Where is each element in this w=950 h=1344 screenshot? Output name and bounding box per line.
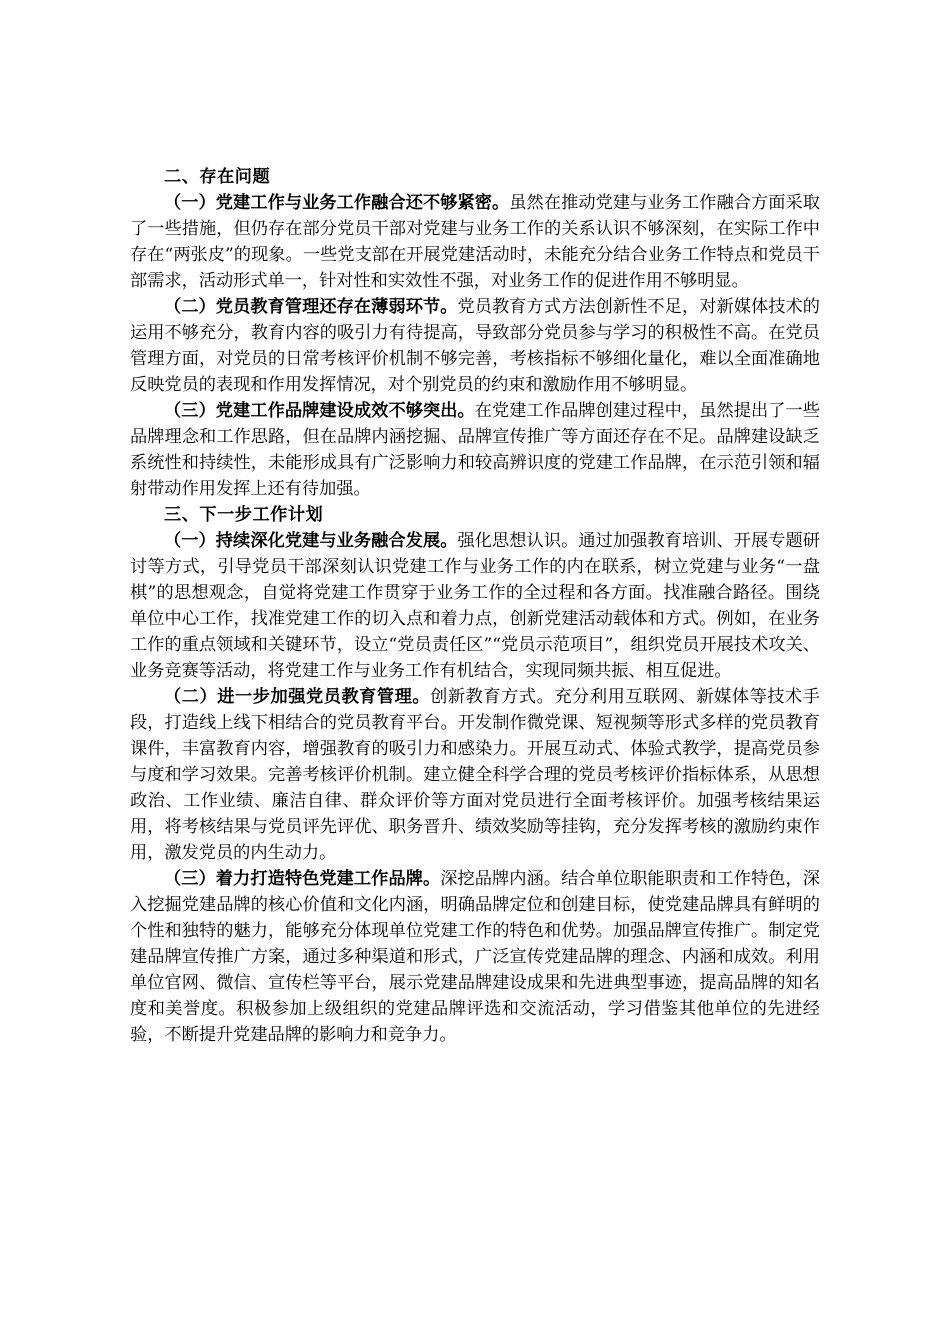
paragraph-body: 创新教育方式。充分利用互联网、新媒体等技术手段，打造线上线下相结合的党员教育平台。开发制作微党课、短视频等形式多样的党员教育课件，丰富教育内容，增强教育的吸引力和感染力。开展互动式、体验式教学，提高党员参与度和学习效果。完善考核评价机制。建立健全科学合理的党员考核评价指标体系，从思想政治、工作业绩、廉洁自律、群众评价等方面对党员进行全面考核评价。加强考核结果运用，将考核结果与党员评先评优、职务晋升、绩效奖励等挂钩，充分发挥考核的激励约束作用，激发党员的内生动力。 bbox=[130, 687, 820, 863]
paragraph-plan-3 bbox=[130, 866, 820, 1048]
document-page bbox=[130, 164, 820, 1048]
paragraph-body: 深挖品牌内涵。结合单位职能职责和工作特色，深入挖掘党建品牌的核心价值和文化内涵，明确品牌定位和创建目标，使党建品牌具有鲜明的个性和独特的魅力，能够充分体现单位党建工作的特色和优势。加强品牌宣传推广。制定党建品牌宣传推广方案，通过多种渠道和形式，广泛宣传党建品牌的理念、内涵和成效。利用单位官网、微信、宣传栏等平台，展示党建品牌建设成果和先进典型事迹，提高品牌的知名度和美誉度。积极参加上级组织的党建品牌评选和交流活动，学习借鉴其他单位的先进经验，不断提升党建品牌的影响力和竞争力。 bbox=[130, 869, 820, 1045]
paragraph-body: 在党建工作品牌创建过程中，虽然提出了一些品牌理念和工作思路，但在品牌内涵挖掘、品牌宣传推广等方面还存在不足。品牌建设缺乏系统性和持续性，未能形成具有广泛影响力和较高辨识度的党建工作品牌，在示范引领和辐射带动作用发挥上还有待加强。 bbox=[130, 401, 820, 499]
paragraph-problem-2 bbox=[130, 294, 820, 398]
paragraph-lead: （一）持续深化党建与业务融合发展。 bbox=[164, 531, 458, 551]
paragraph-body: 虽然在推动党建与业务工作融合方面采取了一些措施，但仍存在部分党员干部对党建与业务工作的关系认识不够深刻，在实际工作中存在“两张皮”的现象。一些党支部在开展党建活动时，未能充分结合业务工作特点和党员干部需求，活动形式单一，针对性和实效性不强，对业务工作的促进作用不够明显。 bbox=[130, 193, 820, 291]
paragraph-lead: （二）党员教育管理还存在薄弱环节。 bbox=[164, 297, 458, 317]
paragraph-problem-1 bbox=[130, 190, 820, 294]
paragraph-lead: （三）着力打造特色党建工作品牌。 bbox=[164, 869, 441, 889]
paragraph-body: 强化思想认识。通过加强教育培训、开展专题研讨等方式，引导党员干部深刻认识党建工作与业务工作的内在联系，树立党建与业务“一盘棋”的思想观念，自觉将党建工作贯穿于业务工作的全过程和各方面。找准融合路径。围绕单位中心工作，找准党建工作的切入点和着力点，创新党建活动载体和方式。例如，在业务工作的重点领域和关键环节，设立“党员责任区”“党员示范项目”，组织党员开展技术攻关、业务竞赛等活动，将党建工作与业务工作有机结合，实现同频共振、相互促进。 bbox=[130, 531, 820, 681]
section-heading-next-steps: 三、下一步工作计划 bbox=[164, 505, 324, 525]
paragraph-lead: （三）党建工作品牌建设成效不够突出。 bbox=[164, 401, 475, 421]
paragraph-plan-2 bbox=[130, 684, 820, 866]
paragraph-lead: （一）党建工作与业务工作融合还不够紧密。 bbox=[164, 193, 510, 213]
section-heading-problems: 二、存在问题 bbox=[164, 167, 271, 187]
paragraph-plan-1 bbox=[130, 528, 820, 684]
paragraph-body: 党员教育方式方法创新性不足，对新媒体技术的运用不够充分，教育内容的吸引力有待提高，导致部分党员参与学习的积极性不高。在党员管理方面，对党员的日常考核评价机制不够完善，考核指标不够细化量化，难以全面准确地反映党员的表现和作用发挥情况，对个别党员的约束和激励作用不够明显。 bbox=[130, 297, 820, 395]
paragraph-lead: （二）进一步加强党员教育管理。 bbox=[164, 687, 431, 707]
paragraph-problem-3 bbox=[130, 398, 820, 502]
